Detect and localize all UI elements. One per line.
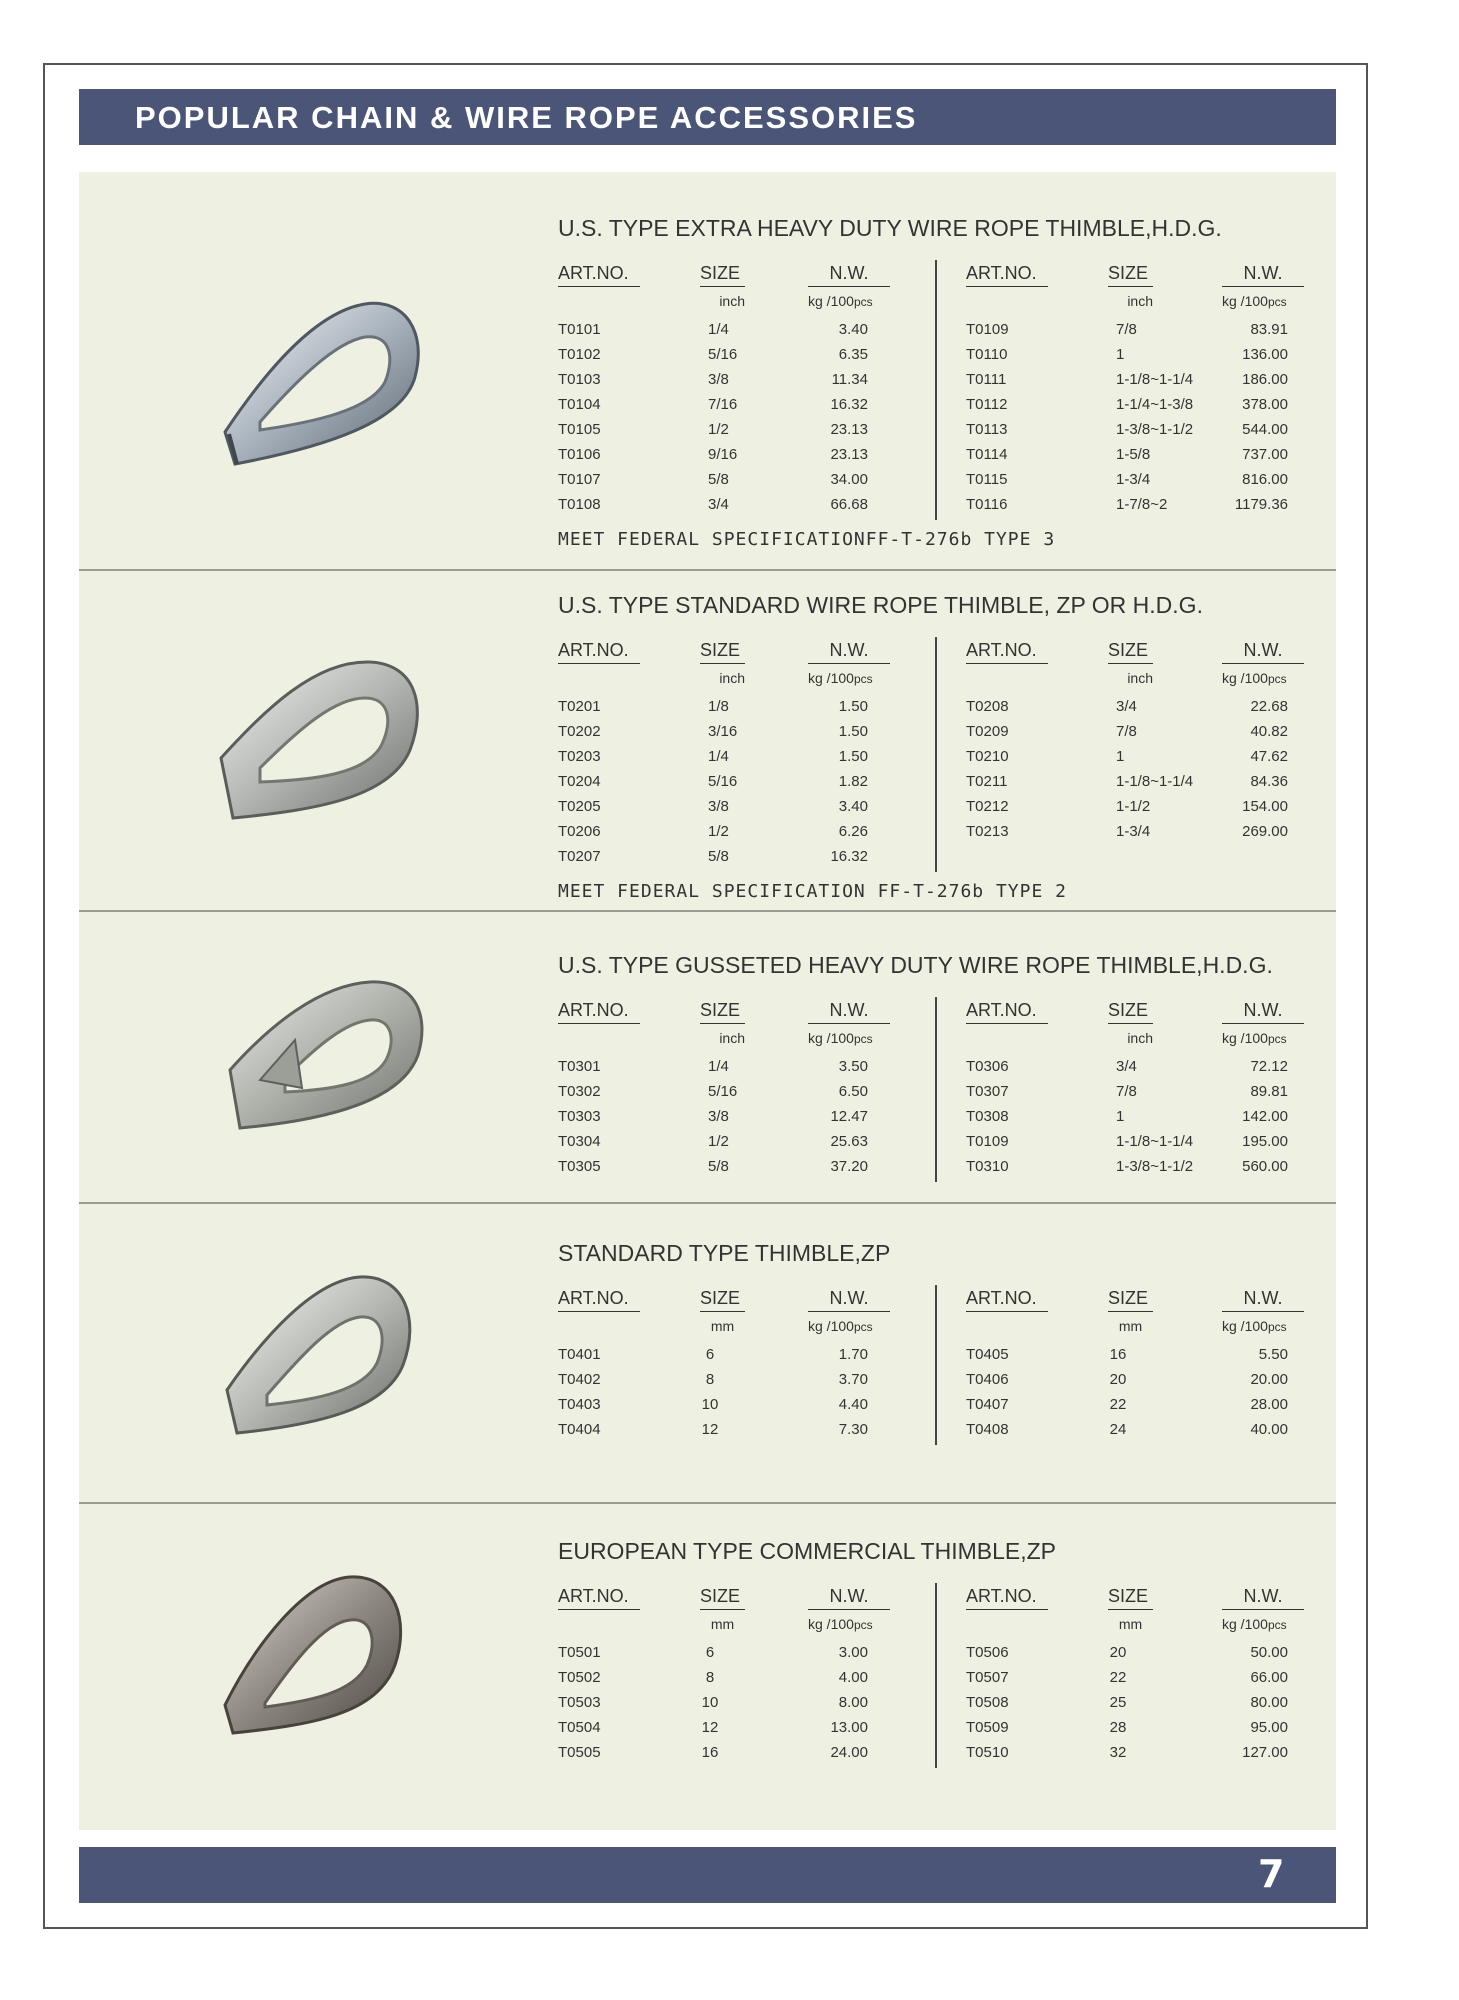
cell-nw: 6.26	[838, 823, 868, 840]
cell-nw: 186.00	[1242, 371, 1288, 388]
cell-nw: 22.68	[1250, 698, 1288, 715]
cell-art-no: T0111	[966, 371, 1007, 388]
column-header-art-no: ART.NO.	[966, 263, 1048, 287]
cell-size: 1-1/8~1-1/4	[1116, 371, 1194, 388]
size-unit: inch	[719, 293, 745, 309]
column-header-nw: N.W.	[1222, 1288, 1304, 1312]
cell-size: 3/4	[1116, 1058, 1137, 1075]
cell-nw: 1.50	[838, 723, 868, 740]
cell-art-no: T0402	[558, 1371, 601, 1388]
column-header-size: SIZE	[1108, 1000, 1153, 1024]
cell-size: 16	[1109, 1346, 1127, 1363]
cell-nw: 84.36	[1250, 773, 1288, 790]
cell-art-no: T0401	[558, 1346, 601, 1363]
cell-art-no: T0203	[558, 748, 601, 765]
size-unit: inch	[1127, 670, 1153, 686]
column-header-art-no: ART.NO.	[966, 1000, 1048, 1024]
cell-art-no: T0308	[966, 1108, 1009, 1125]
column-header-art-no: ART.NO.	[558, 640, 640, 664]
cell-size: 6	[705, 1346, 715, 1363]
column-header-size: SIZE	[700, 263, 745, 287]
cell-nw: 127.00	[1242, 1744, 1288, 1761]
cell-nw: 8.00	[838, 1694, 868, 1711]
cell-nw: 1.82	[838, 773, 868, 790]
cell-nw: 16.32	[830, 848, 868, 865]
cell-size: 20	[1109, 1644, 1127, 1661]
cell-nw: 737.00	[1242, 446, 1288, 463]
cell-nw: 154.00	[1242, 798, 1288, 815]
cell-size: 32	[1109, 1744, 1127, 1761]
cell-size: 5/8	[708, 848, 729, 865]
column-separator	[935, 260, 937, 520]
page-number: 7	[1258, 1852, 1285, 1896]
column-separator	[935, 1583, 937, 1768]
section-divider	[79, 1502, 1336, 1504]
cell-art-no: T0406	[966, 1371, 1009, 1388]
cell-art-no: T0507	[966, 1669, 1009, 1686]
cell-nw: 50.00	[1250, 1644, 1288, 1661]
cell-art-no: T0508	[966, 1694, 1009, 1711]
cell-size: 3/4	[1116, 698, 1137, 715]
cell-art-no: T0109	[966, 321, 1009, 338]
cell-size: 24	[1109, 1421, 1127, 1438]
cell-art-no: T0108	[558, 496, 601, 513]
cell-size: 3/8	[708, 1108, 729, 1125]
cell-nw: 25.63	[830, 1133, 868, 1150]
column-header-size: SIZE	[700, 1586, 745, 1610]
size-unit: inch	[719, 670, 745, 686]
cell-art-no: T0104	[558, 396, 601, 413]
cell-size: 1/4	[708, 748, 729, 765]
cell-size: 1/2	[708, 421, 729, 438]
column-header-nw: N.W.	[1222, 263, 1304, 287]
column-header-nw: N.W.	[808, 640, 890, 664]
cell-size: 22	[1109, 1669, 1127, 1686]
size-unit: mm	[1118, 1318, 1143, 1334]
cell-nw: 66.00	[1250, 1669, 1288, 1686]
cell-nw: 6.35	[838, 346, 868, 363]
cell-art-no: T0501	[558, 1644, 601, 1661]
cell-size: 12	[701, 1421, 719, 1438]
size-unit: inch	[719, 1030, 745, 1046]
cell-nw: 12.47	[830, 1108, 868, 1125]
nw-unit: kg /100pcs	[1222, 293, 1287, 309]
cell-art-no: T0205	[558, 798, 601, 815]
cell-size: 20	[1109, 1371, 1127, 1388]
cell-size: 16	[701, 1744, 719, 1761]
cell-size: 5/8	[708, 471, 729, 488]
cell-art-no: T0211	[966, 773, 1008, 790]
cell-art-no: T0103	[558, 371, 601, 388]
cell-nw: 1.50	[838, 698, 868, 715]
cell-art-no: T0404	[558, 1421, 601, 1438]
section-title: STANDARD TYPE THIMBLE,ZP	[558, 1240, 891, 1266]
cell-size: 7/8	[1116, 321, 1137, 338]
cell-size: 6	[705, 1644, 715, 1661]
cell-art-no: T0113	[966, 421, 1008, 438]
cell-art-no: T0116	[966, 496, 1008, 513]
cell-art-no: T0114	[966, 446, 1008, 463]
cell-size: 1-5/8	[1116, 446, 1151, 463]
cell-art-no: T0206	[558, 823, 601, 840]
column-header-nw: N.W.	[808, 263, 890, 287]
column-header-art-no: ART.NO.	[558, 1000, 640, 1024]
cell-art-no: T0502	[558, 1669, 601, 1686]
cell-nw: 34.00	[830, 471, 868, 488]
cell-art-no: T0301	[558, 1058, 601, 1075]
specification-note: MEET FEDERAL SPECIFICATION FF-T-276b TYPE 2	[558, 881, 1067, 902]
size-unit: mm	[1118, 1616, 1143, 1632]
cell-size: 7/16	[708, 396, 738, 413]
cell-art-no: T0510	[966, 1744, 1009, 1761]
cell-nw: 89.81	[1250, 1083, 1288, 1100]
section-divider	[79, 1202, 1336, 1204]
cell-art-no: T0306	[966, 1058, 1009, 1075]
cell-art-no: T0109	[966, 1133, 1009, 1150]
column-header-nw: N.W.	[1222, 1000, 1304, 1024]
cell-nw: 4.00	[838, 1669, 868, 1686]
cell-art-no: T0310	[966, 1158, 1009, 1175]
cell-size: 3/8	[708, 371, 729, 388]
thimble-european-image	[215, 1565, 415, 1740]
cell-art-no: T0201	[558, 698, 601, 715]
cell-size: 7/8	[1116, 723, 1137, 740]
cell-art-no: T0202	[558, 723, 601, 740]
section-divider	[79, 910, 1336, 912]
cell-art-no: T0101	[558, 321, 601, 338]
cell-nw: 6.50	[838, 1083, 868, 1100]
cell-nw: 269.00	[1242, 823, 1288, 840]
specification-note: MEET FEDERAL SPECIFICATIONFF-T-276b TYPE 3	[558, 529, 1056, 550]
cell-size: 1-1/4~1-3/8	[1116, 396, 1194, 413]
cell-nw: 816.00	[1242, 471, 1288, 488]
cell-nw: 3.00	[838, 1644, 868, 1661]
cell-nw: 24.00	[830, 1744, 868, 1761]
nw-unit: kg /100pcs	[808, 1318, 873, 1334]
cell-nw: 72.12	[1250, 1058, 1288, 1075]
nw-unit: kg /100pcs	[1222, 1030, 1287, 1046]
thimble-gusseted-image	[220, 970, 435, 1140]
column-separator	[935, 1285, 937, 1445]
cell-size: 12	[701, 1719, 719, 1736]
cell-size: 10	[701, 1694, 719, 1711]
cell-nw: 5.50	[1258, 1346, 1288, 1363]
column-header-art-no: ART.NO.	[558, 1288, 640, 1312]
cell-size: 1-1/8~1-1/4	[1116, 1133, 1194, 1150]
thimble-standard-zp-image	[215, 1265, 425, 1445]
cell-size: 9/16	[708, 446, 738, 463]
cell-art-no: T0403	[558, 1396, 601, 1413]
cell-nw: 3.50	[838, 1058, 868, 1075]
cell-size: 1-3/4	[1116, 823, 1151, 840]
cell-nw: 40.00	[1250, 1421, 1288, 1438]
column-header-nw: N.W.	[1222, 1586, 1304, 1610]
cell-size: 1-3/4	[1116, 471, 1151, 488]
cell-nw: 1.50	[838, 748, 868, 765]
column-header-art-no: ART.NO.	[558, 263, 640, 287]
column-header-nw: N.W.	[808, 1000, 890, 1024]
nw-unit: kg /100pcs	[808, 1616, 873, 1632]
column-header-art-no: ART.NO.	[966, 640, 1048, 664]
cell-art-no: T0110	[966, 346, 1008, 363]
column-header-art-no: ART.NO.	[966, 1288, 1048, 1312]
column-header-art-no: ART.NO.	[558, 1586, 640, 1610]
cell-art-no: T0304	[558, 1133, 601, 1150]
cell-nw: 7.30	[838, 1421, 868, 1438]
cell-art-no: T0213	[966, 823, 1009, 840]
cell-nw: 378.00	[1242, 396, 1288, 413]
cell-size: 1-1/2	[1116, 798, 1151, 815]
cell-size: 7/8	[1116, 1083, 1137, 1100]
cell-nw: 1.70	[838, 1346, 868, 1363]
cell-art-no: T0204	[558, 773, 601, 790]
column-header-art-no: ART.NO.	[966, 1586, 1048, 1610]
cell-nw: 560.00	[1242, 1158, 1288, 1175]
cell-size: 5/16	[708, 1083, 738, 1100]
column-header-size: SIZE	[700, 1288, 745, 1312]
cell-size: 8	[705, 1669, 715, 1686]
cell-nw: 11.34	[831, 371, 868, 388]
cell-nw: 136.00	[1242, 346, 1288, 363]
cell-size: 1-7/8~2	[1116, 496, 1168, 513]
size-unit: inch	[1127, 1030, 1153, 1046]
cell-nw: 20.00	[1250, 1371, 1288, 1388]
cell-art-no: T0210	[966, 748, 1009, 765]
cell-nw: 544.00	[1242, 421, 1288, 438]
cell-size: 1	[1116, 346, 1125, 363]
cell-art-no: T0405	[966, 1346, 1009, 1363]
cell-art-no: T0302	[558, 1083, 601, 1100]
cell-art-no: T0102	[558, 346, 601, 363]
cell-nw: 3.40	[838, 321, 868, 338]
section-title: U.S. TYPE STANDARD WIRE ROPE THIMBLE, ZP OR H.D.G.	[558, 592, 1203, 618]
cell-nw: 66.68	[830, 496, 868, 513]
column-header-size: SIZE	[1108, 263, 1153, 287]
cell-art-no: T0504	[558, 1719, 601, 1736]
cell-art-no: T0503	[558, 1694, 601, 1711]
size-unit: inch	[1127, 293, 1153, 309]
cell-nw: 23.13	[830, 421, 868, 438]
column-header-nw: N.W.	[808, 1288, 890, 1312]
cell-size: 1	[1116, 1108, 1125, 1125]
cell-size: 1/2	[708, 823, 729, 840]
cell-art-no: T0305	[558, 1158, 601, 1175]
column-header-size: SIZE	[1108, 1288, 1153, 1312]
cell-art-no: T0408	[966, 1421, 1009, 1438]
cell-art-no: T0115	[966, 471, 1008, 488]
column-header-size: SIZE	[1108, 640, 1153, 664]
nw-unit: kg /100pcs	[1222, 1616, 1287, 1632]
cell-nw: 3.40	[838, 798, 868, 815]
cell-art-no: T0107	[558, 471, 601, 488]
cell-size: 1-1/8~1-1/4	[1116, 773, 1194, 790]
nw-unit: kg /100pcs	[808, 1030, 873, 1046]
cell-art-no: T0208	[966, 698, 1009, 715]
cell-art-no: T0207	[558, 848, 601, 865]
cell-art-no: T0509	[966, 1719, 1009, 1736]
cell-size: 25	[1109, 1694, 1127, 1711]
cell-nw: 80.00	[1250, 1694, 1288, 1711]
cell-nw: 40.82	[1250, 723, 1288, 740]
cell-art-no: T0307	[966, 1083, 1009, 1100]
cell-nw: 195.00	[1242, 1133, 1288, 1150]
cell-nw: 95.00	[1250, 1719, 1288, 1736]
cell-art-no: T0212	[966, 798, 1009, 815]
nw-unit: kg /100pcs	[1222, 670, 1287, 686]
cell-size: 1/4	[708, 1058, 729, 1075]
cell-nw: 23.13	[830, 446, 868, 463]
cell-nw: 16.32	[830, 396, 868, 413]
cell-size: 3/4	[708, 496, 729, 513]
column-separator	[935, 997, 937, 1182]
cell-nw: 142.00	[1242, 1108, 1288, 1125]
cell-art-no: T0505	[558, 1744, 601, 1761]
size-unit: mm	[710, 1616, 735, 1632]
cell-nw: 13.00	[830, 1719, 868, 1736]
cell-nw: 83.91	[1250, 321, 1288, 338]
cell-nw: 37.20	[830, 1158, 868, 1175]
cell-art-no: T0105	[558, 421, 601, 438]
cell-size: 22	[1109, 1396, 1127, 1413]
column-header-size: SIZE	[1108, 1586, 1153, 1610]
cell-size: 1	[1116, 748, 1125, 765]
cell-art-no: T0112	[966, 396, 1008, 413]
cell-size: 1-3/8~1-1/2	[1116, 421, 1194, 438]
cell-art-no: T0506	[966, 1644, 1009, 1661]
thimble-extra-heavy-image	[205, 282, 435, 487]
cell-art-no: T0209	[966, 723, 1009, 740]
thimble-standard-image	[205, 640, 435, 840]
nw-unit: kg /100pcs	[1222, 1318, 1287, 1334]
cell-size: 1/8	[708, 698, 729, 715]
section-divider	[79, 569, 1336, 571]
column-header-size: SIZE	[700, 1000, 745, 1024]
column-header-nw: N.W.	[808, 1586, 890, 1610]
cell-size: 10	[701, 1396, 719, 1413]
size-unit: mm	[710, 1318, 735, 1334]
section-title: U.S. TYPE GUSSETED HEAVY DUTY WIRE ROPE THIMBLE,H.D.G.	[558, 952, 1273, 978]
cell-art-no: T0106	[558, 446, 601, 463]
cell-size: 5/8	[708, 1158, 729, 1175]
cell-size: 3/8	[708, 798, 729, 815]
cell-size: 1/4	[708, 321, 729, 338]
cell-size: 3/16	[708, 723, 738, 740]
cell-nw: 3.70	[838, 1371, 868, 1388]
cell-art-no: T0407	[966, 1396, 1009, 1413]
page-title: POPULAR CHAIN & WIRE ROPE ACCESSORIES	[135, 100, 918, 135]
section-title: EUROPEAN TYPE COMMERCIAL THIMBLE,ZP	[558, 1538, 1057, 1564]
cell-nw: 28.00	[1250, 1396, 1288, 1413]
cell-size: 1/2	[708, 1133, 729, 1150]
cell-nw: 4.40	[838, 1396, 868, 1413]
column-header-nw: N.W.	[1222, 640, 1304, 664]
column-header-size: SIZE	[700, 640, 745, 664]
cell-art-no: T0303	[558, 1108, 601, 1125]
section-title: U.S. TYPE EXTRA HEAVY DUTY WIRE ROPE THIMBLE,H.D.G.	[558, 215, 1222, 241]
footer-bar	[79, 1847, 1336, 1903]
cell-size: 8	[705, 1371, 715, 1388]
nw-unit: kg /100pcs	[808, 293, 873, 309]
nw-unit: kg /100pcs	[808, 670, 873, 686]
cell-size: 1-3/8~1-1/2	[1116, 1158, 1194, 1175]
cell-nw: 47.62	[1250, 748, 1288, 765]
cell-size: 28	[1109, 1719, 1127, 1736]
cell-size: 5/16	[708, 346, 738, 363]
cell-nw: 1179.36	[1234, 496, 1288, 513]
column-separator	[935, 637, 937, 872]
cell-size: 5/16	[708, 773, 738, 790]
